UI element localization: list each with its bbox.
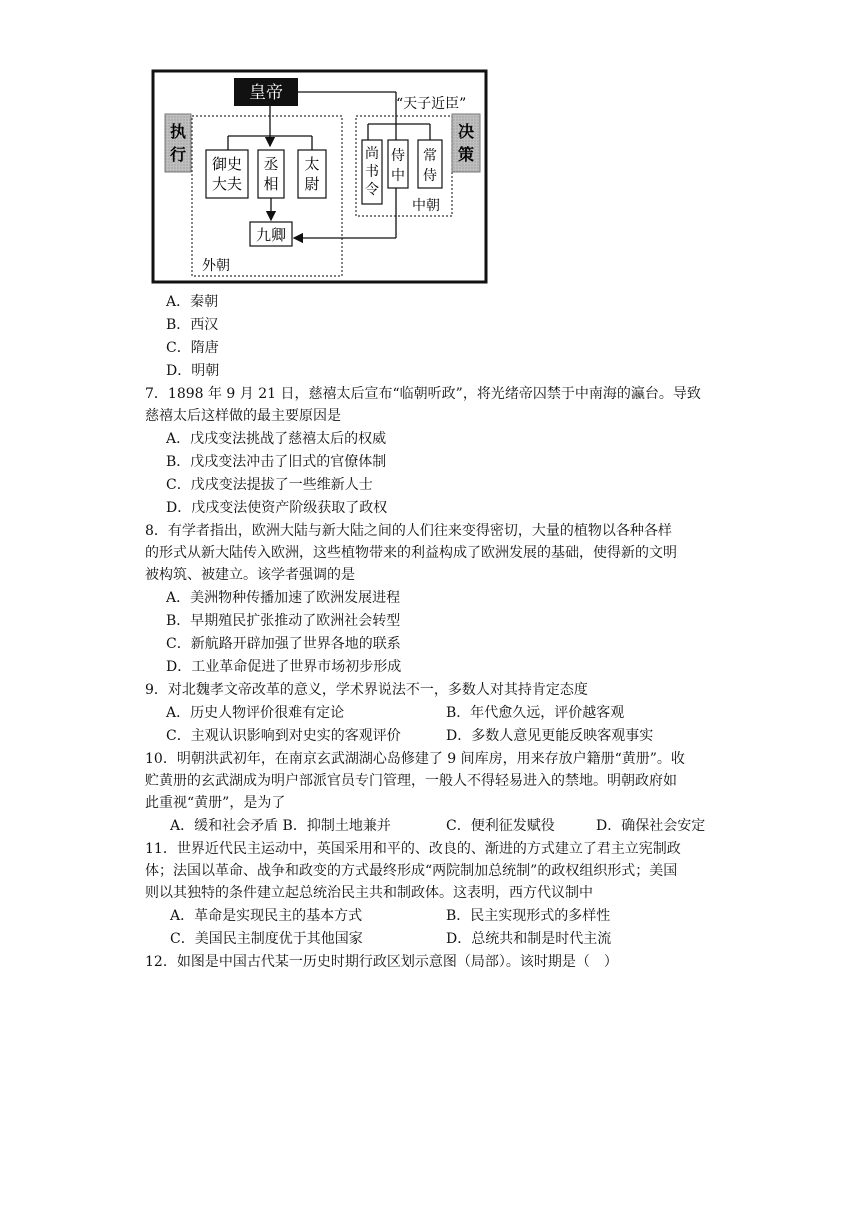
q10-option-d: D．确保社会安定 — [596, 818, 706, 834]
q8-option-b: B．早期殖民扩张推动了欧洲社会转型 — [166, 613, 401, 629]
q12-stem: 12．如图是中国古代某一历史时期行政区划示意图（局部）。该时期是（ ） — [145, 954, 618, 970]
shangshu-char-3: 令 — [365, 182, 379, 198]
emperor-label: 皇帝 — [249, 83, 283, 103]
execute-char-2: 行 — [169, 145, 187, 164]
q10-stem-line1: 10．明朝洪武初年，在南京玄武湖湖心岛修建了 9 间库房，用来存放户籍册“黄册”。收 — [145, 751, 685, 767]
q7-stem-line2: 慈禧太后这样做的最主要原因是 — [145, 408, 341, 424]
shangshu-char-1: 尚 — [365, 146, 379, 162]
q10-stem-line3: 此重视“黄册”，是为了 — [145, 795, 286, 811]
zhongchao-label: 中朝 — [412, 198, 440, 214]
q7-option-c: C．戊戌变法提拔了一些维新人士 — [166, 477, 373, 493]
changshi-char-1: 常 — [423, 148, 437, 164]
q10-stem-line2: 贮黄册的玄武湖成为明户部派官员专门管理，一般人不得轻易进入的禁地。明朝政府如 — [145, 773, 677, 789]
shizhong-char-1: 侍 — [391, 148, 405, 164]
q6-option-d: D．明朝 — [166, 363, 220, 379]
yushi-line2: 大夫 — [211, 175, 243, 193]
q7-option-d: D．戊戌变法使资产阶级获取了政权 — [166, 500, 388, 516]
taiwei-char-2: 尉 — [304, 175, 320, 193]
shangshu-char-2: 书 — [365, 164, 379, 180]
q11-option-b: B．民主实现形式的多样性 — [446, 908, 611, 924]
government-structure-diagram — [150, 68, 490, 292]
q8-option-c: C．新航路开辟加强了世界各地的联系 — [166, 636, 401, 652]
chengxiang-char-2: 相 — [263, 175, 279, 193]
q9-option-b: B．年代愈久远，评价越客观 — [446, 705, 625, 721]
chengxiang-char-1: 丞 — [263, 155, 279, 173]
q8-stem-line1: 8．有学者指出，欧洲大陆与新大陆之间的人们往来变得密切，大量的植物以各种各样 — [145, 523, 672, 539]
taiwei-char-1: 太 — [304, 155, 320, 173]
q11-option-a: A．革命是实现民主的基本方式 — [170, 908, 363, 924]
q11-stem-line3: 则以其独特的条件建立起总统治民主共和制政体。这表明，西方代议制中 — [145, 885, 593, 901]
execute-char-1: 执 — [169, 122, 187, 141]
q6-option-c: C．隋唐 — [166, 340, 219, 356]
diagram-svg — [150, 68, 490, 288]
waichao-label: 外朝 — [202, 258, 230, 274]
q7-option-a: A．戊戌变法挑战了慈禧太后的权威 — [166, 431, 387, 447]
jiuqing-label: 九卿 — [255, 226, 287, 244]
decide-char-1: 决 — [457, 122, 475, 141]
q10-options-ab: A．缓和社会矛盾 B．抑制土地兼并 — [170, 818, 391, 834]
q10-option-c: C．便利征发赋役 — [446, 818, 555, 834]
q11-option-c: C．美国民主制度优于其他国家 — [170, 931, 363, 947]
q6-option-b: B．西汉 — [166, 317, 219, 333]
q9-stem: 9．对北魏孝文帝改革的意义，学术界说法不一，多数人对其持肯定态度 — [145, 682, 588, 698]
tianzi-label: “天子近臣” — [396, 96, 467, 112]
q7-option-b: B．戊戌变法冲击了旧式的官僚体制 — [166, 454, 387, 470]
decide-char-2: 策 — [457, 145, 475, 164]
changshi-char-2: 侍 — [423, 168, 437, 184]
yushi-line1: 御史 — [211, 155, 243, 173]
q8-option-d: D．工业革命促进了世界市场初步形成 — [166, 659, 402, 675]
q8-stem-line3: 被构筑、被建立。该学者强调的是 — [145, 567, 355, 583]
q9-option-c: C．主观认识影响到对史实的客观评价 — [166, 728, 401, 744]
q9-option-a: A．历史人物评价很难有定论 — [166, 705, 345, 721]
shizhong-char-2: 中 — [391, 168, 405, 184]
q11-stem-line1: 11．世界近代民主运动中，英国采用和平的、改良的、渐进的方式建立了君主立宪制政 — [145, 841, 681, 857]
q8-stem-line2: 的形式从新大陆传入欧洲，这些植物带来的利益构成了欧洲发展的基础，使得新的文明 — [145, 545, 677, 561]
q11-option-d: D．总统共和制是时代主流 — [446, 931, 612, 947]
q11-stem-line2: 体；法国以革命、战争和政变的方式最终形成“两院制加总统制”的政权组织形式；美国 — [145, 863, 678, 879]
q7-stem-line1: 7．1898 年 9 月 21 日，慈禧太后宣布“临朝听政”，将光绪帝囚禁于中南海的瀛台。导致 — [145, 386, 701, 402]
q8-option-a: A．美洲物种传播加速了欧洲发展进程 — [166, 590, 401, 606]
q9-option-d: D．多数人意见更能反映客观事实 — [446, 728, 654, 744]
q6-option-a: A．秦朝 — [166, 294, 219, 310]
